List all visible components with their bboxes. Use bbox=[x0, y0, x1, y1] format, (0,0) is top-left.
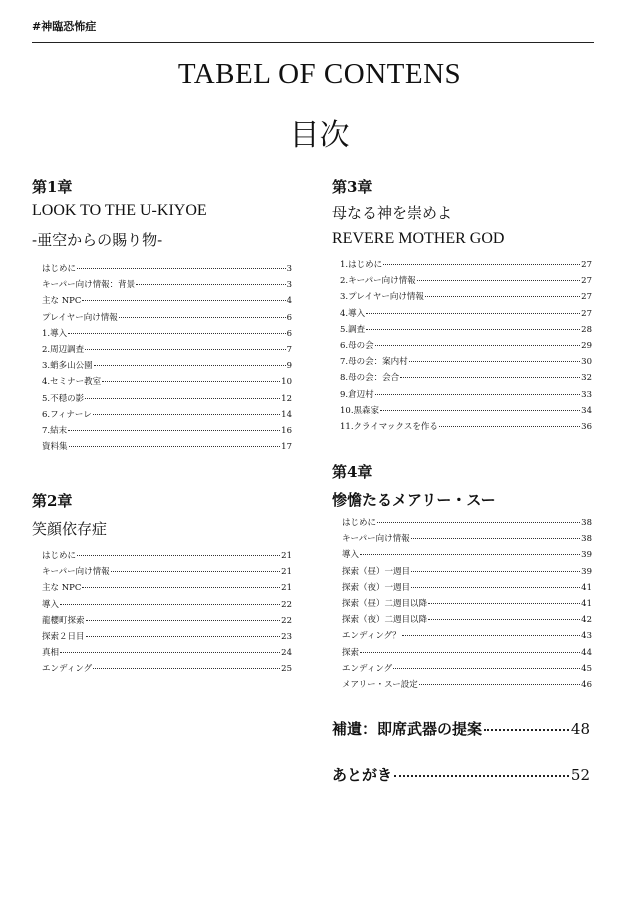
dot-leader bbox=[68, 324, 285, 334]
toc-entry-page: 39 bbox=[581, 566, 592, 577]
chapter-4-section bbox=[332, 461, 592, 693]
dot-leader bbox=[393, 659, 580, 669]
toc-list-chapter-3 bbox=[340, 257, 592, 435]
chapter-heading: 第3章 bbox=[332, 178, 373, 196]
toc-entry-page: 6 bbox=[286, 312, 292, 323]
toc-entry-label: メアリー・スー設定 bbox=[342, 679, 418, 690]
toc-entry-label: 11.クライマックスを作る bbox=[340, 421, 438, 432]
toc-entry-label: 2.キーパー向け情報 bbox=[340, 276, 416, 287]
toc-entry-label: 10.黒森家 bbox=[340, 405, 380, 416]
dot-leader bbox=[439, 417, 580, 427]
toc-entry-label: キーパー向け情報：背景 bbox=[42, 280, 136, 291]
toc-entry-page: 43 bbox=[581, 631, 592, 642]
dot-leader bbox=[425, 287, 580, 297]
dot-leader bbox=[360, 545, 580, 555]
dot-leader bbox=[366, 320, 580, 330]
toc-entry-page: 3 bbox=[286, 264, 292, 274]
toc-entry-label: エンディング bbox=[342, 663, 393, 674]
toc-entry-page: 4 bbox=[286, 296, 292, 307]
toc-entry-label: はじめに bbox=[42, 264, 77, 274]
toc-entry-page: 45 bbox=[581, 663, 592, 674]
toc-entry-page: 38 bbox=[581, 534, 592, 545]
toc-entry-label: 探索２日目 bbox=[42, 631, 85, 642]
dot-leader bbox=[411, 529, 581, 539]
toc-entry-page: 9 bbox=[286, 361, 292, 372]
dot-leader bbox=[411, 562, 580, 572]
toc-entry-label: 5.調査 bbox=[340, 324, 366, 335]
chapter-3-section bbox=[332, 176, 592, 435]
dot-leader bbox=[86, 611, 281, 621]
toc-entry-label: はじめに bbox=[42, 551, 77, 561]
toc-entry-label: 8.母の会：会合 bbox=[340, 373, 400, 384]
toc-entry-label: 4.セミナー教室 bbox=[42, 377, 102, 388]
dot-leader bbox=[484, 719, 569, 731]
toc-entry-label: 6.母の会 bbox=[340, 340, 374, 351]
toc-entry-page: 32 bbox=[581, 373, 592, 384]
header-rule bbox=[32, 42, 594, 43]
dot-leader bbox=[119, 308, 286, 318]
toc-entry-page: 46 bbox=[581, 679, 592, 690]
toc-entry-label: 導入 bbox=[42, 599, 60, 610]
toc-entry-page: 29 bbox=[581, 340, 592, 351]
page-title-ja: 目次 bbox=[289, 118, 350, 153]
dot-leader bbox=[409, 352, 581, 362]
toc-entry-label: キーパー向け情報 bbox=[342, 534, 410, 545]
dot-leader bbox=[417, 271, 580, 281]
toc-entry-label: 探索（夜）一週目 bbox=[342, 582, 411, 593]
toc-entry-label: 探索（昼）一週目 bbox=[342, 566, 411, 577]
toc-entry-label: 探索（夜）二週目以降 bbox=[342, 615, 428, 626]
toc-entry-label: 9.倉辺村 bbox=[340, 389, 374, 400]
toc-entry-label: 7.結末 bbox=[42, 425, 68, 436]
dot-leader bbox=[428, 610, 580, 620]
chapter-heading: 第1章 bbox=[32, 178, 73, 196]
toc-entry-label: 主な NPC bbox=[42, 583, 82, 594]
chapter-heading: 第2章 bbox=[32, 492, 73, 510]
dot-leader bbox=[102, 372, 280, 382]
chapter-1-section bbox=[32, 176, 292, 455]
toc-list-chapter-2 bbox=[42, 548, 292, 678]
dot-leader bbox=[375, 385, 581, 395]
toc-entry-page: 27 bbox=[581, 276, 592, 287]
toc-entry-label: キーパー向け情報 bbox=[42, 567, 110, 578]
dot-leader bbox=[60, 643, 280, 653]
dot-leader bbox=[93, 405, 280, 415]
chapter-subtitle: 笑顔依存症 bbox=[32, 520, 108, 538]
toc-list-chapter-4 bbox=[342, 515, 592, 693]
toc-entry-page: 23 bbox=[281, 631, 292, 642]
dot-leader bbox=[85, 389, 280, 399]
toc-entry-page: 16 bbox=[281, 425, 292, 436]
toc-entry-label: エンディング bbox=[42, 664, 93, 675]
dot-leader bbox=[136, 275, 286, 285]
dot-leader bbox=[68, 421, 280, 431]
toc-entry-page: 25 bbox=[281, 664, 292, 675]
chapter-subtitle: 母なる神を崇めよ bbox=[332, 204, 453, 222]
dot-leader bbox=[93, 659, 280, 669]
toc-entry-page: 27 bbox=[581, 308, 592, 319]
toc-entry-page: 41 bbox=[581, 582, 592, 593]
dot-leader bbox=[411, 578, 580, 588]
toc-entry-label: 1.導入 bbox=[42, 328, 68, 339]
toc-entry[interactable] bbox=[42, 661, 292, 677]
toc-entry-page: 30 bbox=[581, 357, 592, 368]
toc-list-chapter-1 bbox=[42, 261, 292, 455]
dot-leader bbox=[77, 259, 286, 269]
toc-entry-page: 22 bbox=[281, 599, 292, 610]
toc-extra-appendix[interactable] bbox=[332, 718, 590, 764]
dot-leader bbox=[428, 594, 580, 604]
toc-entry-label: エンディング？ bbox=[342, 631, 401, 642]
dot-leader bbox=[383, 255, 580, 265]
dot-leader bbox=[94, 356, 286, 366]
toc-entry-page: 14 bbox=[281, 409, 292, 420]
toc-entry-page: 12 bbox=[281, 393, 292, 404]
header-tag: #神臨恐怖症 bbox=[32, 20, 97, 33]
toc-entry-label: 1.はじめに bbox=[340, 260, 383, 270]
toc-extra-page: 48 bbox=[570, 720, 590, 738]
toc-entry-label: 4.導入 bbox=[340, 308, 366, 319]
toc-entry-page: 38 bbox=[581, 518, 592, 528]
dot-leader bbox=[400, 368, 580, 378]
toc-entry[interactable] bbox=[342, 677, 592, 693]
dot-leader bbox=[77, 546, 280, 556]
toc-entry-label: 3.プレイヤー向け情報 bbox=[340, 292, 424, 303]
toc-entry-page: 41 bbox=[581, 598, 592, 609]
toc-entry-page: 34 bbox=[581, 405, 592, 416]
toc-entry-label: 主な NPC bbox=[42, 296, 82, 307]
toc-entry-page: 33 bbox=[581, 389, 592, 400]
chapter-subtitle: LOOK TO THE U-KIYOE bbox=[32, 202, 207, 219]
toc-entry-page: 44 bbox=[581, 647, 592, 658]
toc-entry-label: 5.不穏の影 bbox=[42, 393, 85, 404]
chapter-subtitle: -亜空からの賜り物- bbox=[32, 231, 163, 249]
toc-entry-page: 28 bbox=[581, 324, 592, 335]
extras-section bbox=[332, 718, 590, 794]
toc-entry-page: 21 bbox=[281, 551, 292, 561]
toc-entry-label: 探索（昼）二週目以降 bbox=[342, 598, 428, 609]
dot-leader bbox=[82, 578, 280, 588]
dot-leader bbox=[380, 401, 580, 411]
toc-extra-label: 補遺：即席武器の提案 bbox=[332, 720, 483, 738]
dot-leader bbox=[375, 336, 581, 346]
toc-entry-page: 22 bbox=[281, 615, 292, 626]
dot-leader bbox=[366, 304, 580, 314]
toc-extra-afterword[interactable] bbox=[332, 764, 590, 794]
dot-leader bbox=[69, 437, 281, 447]
toc-entry-page: 3 bbox=[286, 280, 292, 291]
toc-entry-page: 24 bbox=[281, 648, 292, 659]
dot-leader bbox=[111, 562, 281, 572]
toc-entry-page: 36 bbox=[581, 421, 592, 432]
dot-leader bbox=[377, 513, 580, 523]
dot-leader bbox=[60, 595, 280, 605]
toc-entry-page: 10 bbox=[281, 377, 292, 388]
toc-entry-page: 7 bbox=[286, 344, 292, 355]
dot-leader bbox=[85, 340, 285, 350]
page-title-en: TABEL OF CONTENS bbox=[177, 58, 462, 90]
toc-entry-label: 7.母の会：案内村 bbox=[340, 357, 408, 368]
toc-entry-page: 6 bbox=[286, 328, 292, 339]
toc-entry-page: 27 bbox=[581, 260, 592, 270]
toc-entry-label: 3.蛸多山公園 bbox=[42, 361, 93, 372]
dot-leader bbox=[360, 643, 580, 653]
toc-entry-label: 資料集 bbox=[42, 442, 68, 453]
toc-entry-page: 27 bbox=[581, 292, 592, 303]
toc-extra-page: 52 bbox=[570, 766, 590, 784]
chapter-heading: 第4章 bbox=[332, 463, 373, 481]
toc-entry[interactable] bbox=[42, 439, 292, 455]
toc-entry-label: 2.周辺調査 bbox=[42, 344, 85, 355]
toc-entry-label: 真相 bbox=[42, 648, 60, 659]
toc-entry-label: 6.フィナーレ bbox=[42, 409, 92, 420]
toc-entry-page: 21 bbox=[281, 583, 292, 594]
toc-entry-label: プレイヤー向け情報 bbox=[42, 312, 118, 323]
dot-leader bbox=[86, 627, 281, 637]
toc-entry-page: 39 bbox=[581, 550, 592, 561]
dot-leader bbox=[419, 675, 580, 685]
dot-leader bbox=[402, 626, 581, 636]
toc-entry-label: 導入 bbox=[342, 550, 360, 561]
toc-entry-page: 42 bbox=[581, 615, 592, 626]
chapter-2-section bbox=[32, 490, 292, 678]
chapter-subtitle: 惨憺たるメアリー・スー bbox=[332, 491, 496, 509]
toc-entry-page: 17 bbox=[281, 442, 292, 453]
toc-entry-label: 龍櫻町探索 bbox=[42, 615, 85, 626]
chapter-subtitle: REVERE MOTHER GOD bbox=[332, 230, 505, 247]
toc-entry-page: 21 bbox=[281, 567, 292, 578]
dot-leader bbox=[394, 765, 569, 777]
toc-entry[interactable] bbox=[340, 419, 592, 435]
toc-entry-label: はじめに bbox=[342, 518, 377, 528]
toc-entry-label: 探索 bbox=[342, 647, 360, 658]
dot-leader bbox=[82, 291, 285, 301]
toc-extra-label: あとがき bbox=[332, 766, 393, 784]
